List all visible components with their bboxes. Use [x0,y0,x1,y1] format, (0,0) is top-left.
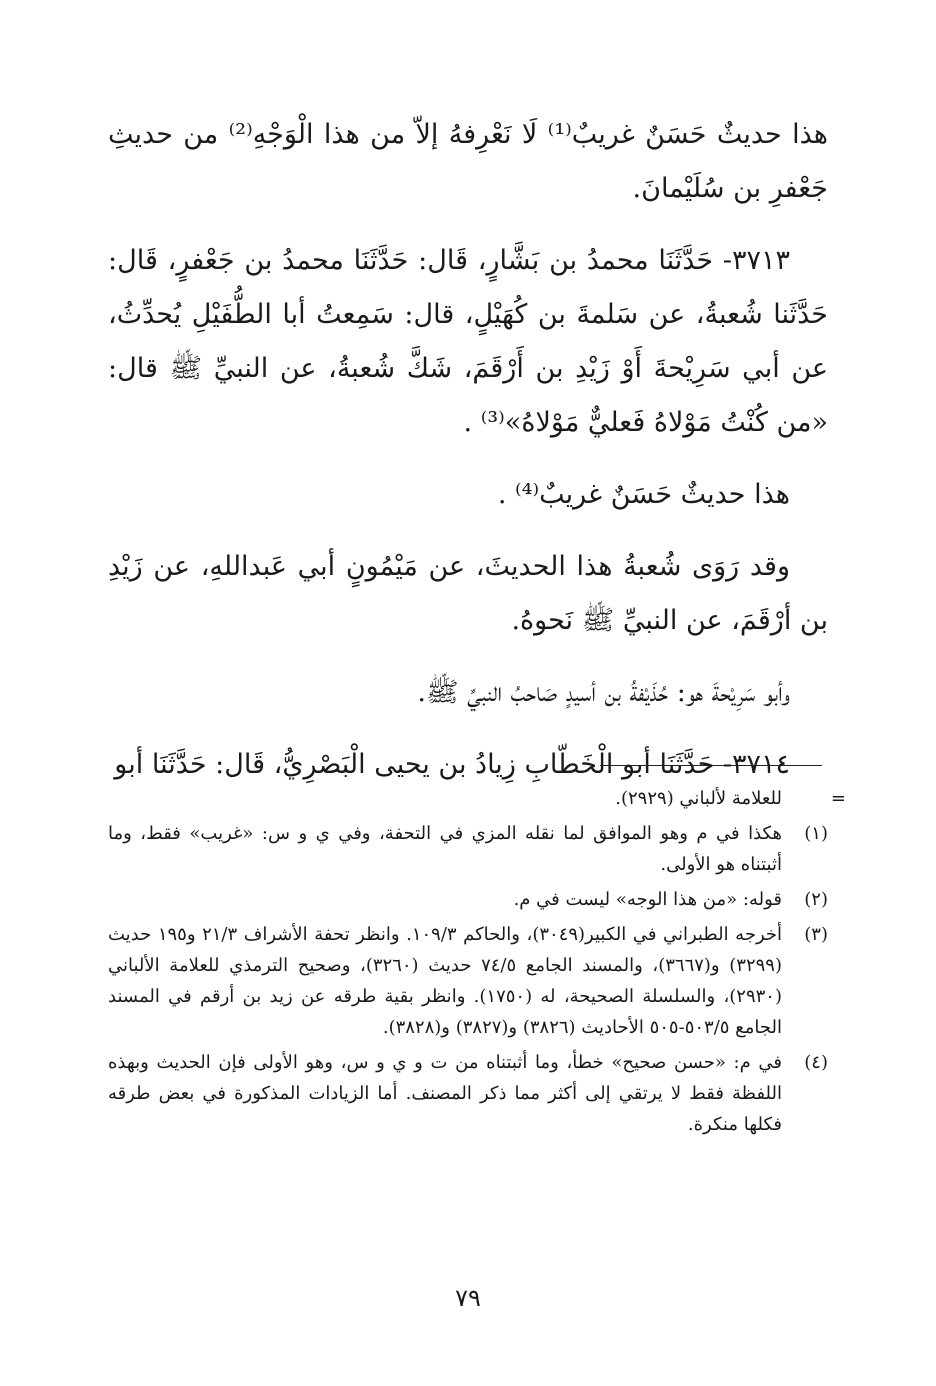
continuation-text: للعلامة لألباني (٢٩٢٩). [615,788,782,809]
footnote-2 [108,884,828,915]
footnote-number: (١) [804,823,828,844]
hadith-3713: ٣٧١٣- حَدَّثَنَا محمدُ بن بَشَّارٍ، قَال: حَدَّثَنَا محمدُ بن جَعْفرٍ، قَال: حَدَّثَنا شُعبةُ، عن سَلمةَ بن كُهَيْلٍ، قال: سَمِعتُ أبا الطُّفَيْلِ يُحدِّثُ، عن أبي سَرِيْحةَ أَوْ زَيْدِ بن أَرْقَمَ، شَكَّ شُعبةُ، عن النبيِّ ﷺ قال: «من كُنْتُ مَوْلاهُ فَعليٌّ مَوْلاهُ»⁽³⁾ . [108,245,828,438]
footnote-text: هكذا في م وهو الموافق لما نقله المزي في التحفة، وفي ي و س: «غريب» فقط، وما أثبتناه هو الأولى. [108,823,782,875]
continuation-mark: = [830,788,846,809]
footnote-1 [108,818,828,880]
footnote-divider [600,765,822,766]
footnote-number: (٣) [804,924,828,945]
footnote-number: (٢) [804,889,828,910]
paragraph-grading: هذا حديثٌ حَسَنٌ غريبٌ⁽⁴⁾ . [497,479,790,510]
paragraph-shuba-narration: وقد رَوَى شُعبةُ هذا الحديثَ، عن مَيْمُونٍ أبي عَبداللهِ، عن زَيْدِ بن أرْقَمَ، عن النبيِّ ﷺ نَحوهُ. [108,551,828,636]
footnote-text: أخرجه الطبراني في الكبير(٣٠٤٩)، والحاكم ١٠٩/٣. وانظر تحفة الأشراف ٢١/٣ و١٩٥ حديث (٣٢٩٩) و(٣٦٦٧)، والمسند الجامع ٧٤/٥ حديث (٣٢٦٠)، وصحيح الترمذي للعلامة الألباني (٢٩٣٠)، والسلسلة الصحيحة، له (١٧٥٠). وانظر بقية طرقه عن زيد بن أرقم في المسند الجامع ٥٠٣/٥-٥٠٥ الأحاديث (٣٨٢٦) و(٣٨٢٧) و(٣٨٢٨). [108,924,783,1038]
footnote-3 [108,919,828,1043]
footnotes [108,783,846,1144]
hadith-3714: ٣٧١٤- حَدَّثَنَا أبو الْخَطّابِ زِيادُ بن يحيى الْبَصْرِيُّ، قَال: حَدَّثَنَا أبو [114,749,790,780]
paragraph-1: هذا حديثٌ حَسَنٌ غريبٌ⁽¹⁾ لَا نَعْرِفهُ إلاّ من هذا الْوَجْهِ⁽²⁾ من حديثِ جَعْفرِ بن سُلَيْمانَ. [108,119,828,204]
footnote-continuation [108,783,846,814]
footnote-text: في م: «حسن صحيح» خطأ، وما أثبتناه من ت و ي و س، وهو الأولى فإن الحديث وبهذه اللفظة فقط لا يرتقي إلى أكثر مما ذكر المصنف. أما الزيادات المذكورة في بعض طرقه فكلها منكرة. [108,1052,782,1135]
page-number: ٧٩ [455,1284,481,1312]
footnote-number: (٤) [804,1052,828,1073]
paragraph-abu-sariha: وأبو سَرِيْحةَ هو: حُذَيْفةُ بن أسيدٍ صَاحبُ النبيِّ ﷺ. [417,677,790,708]
main-text [108,108,828,792]
footnote-4 [108,1047,828,1140]
footnote-text: قوله: «من هذا الوجه» ليست في م. [513,889,782,910]
